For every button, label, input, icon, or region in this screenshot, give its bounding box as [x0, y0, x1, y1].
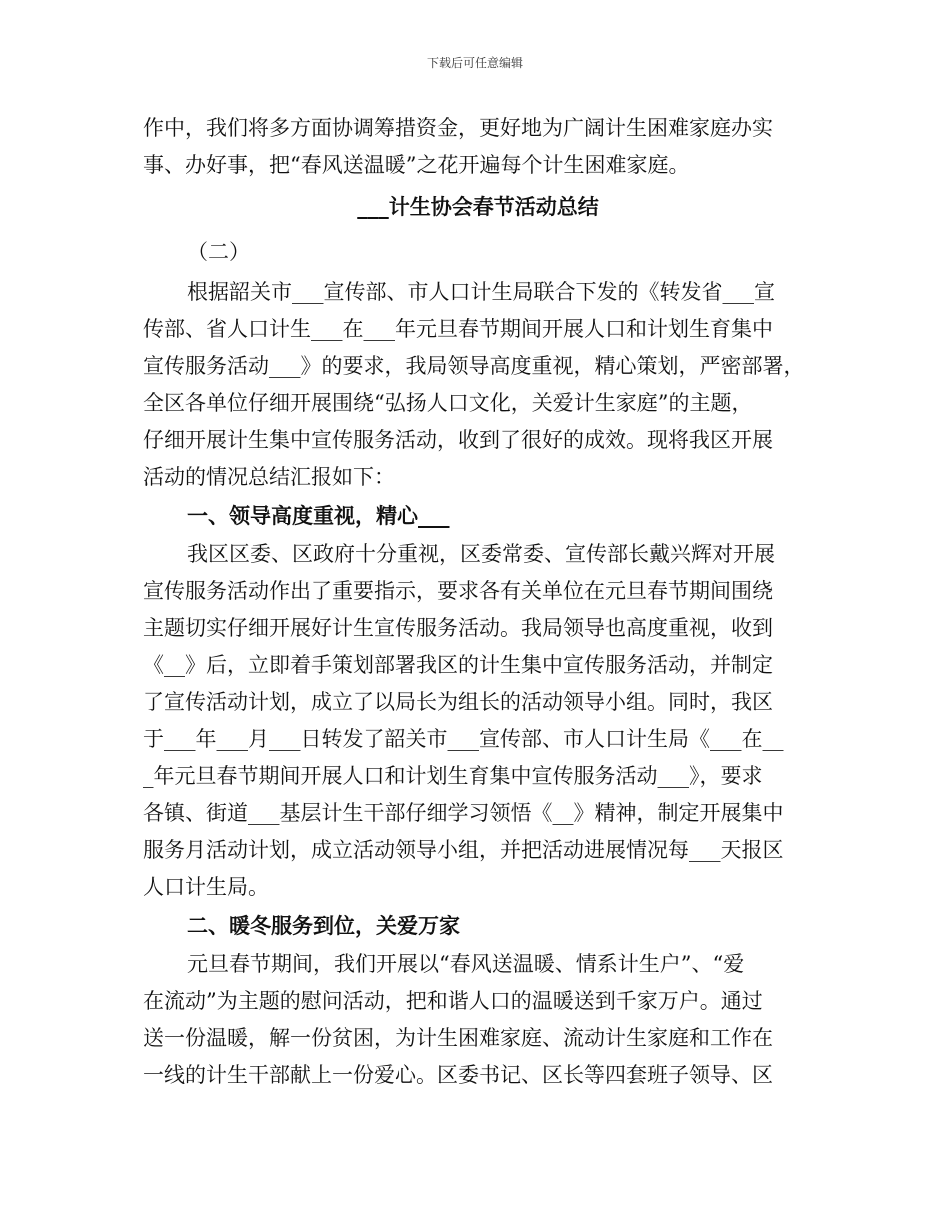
- paragraph-line: 了宣传活动计划，成立了以局长为组长的活动领导小组。同时，我区: [143, 690, 773, 714]
- paragraph-line: 活动的情况总结汇报如下：: [143, 465, 395, 489]
- paragraph-line: 宣传服务活动作出了重要指示，要求各有关单位在元旦春节期间围绕: [143, 579, 773, 603]
- page-header: 下载后可任意编辑: [426, 56, 523, 70]
- paragraph-line: _年元旦春节期间开展人口和计划生育集中宣传服务活动___》，要求: [143, 764, 763, 788]
- document-title: ___计生协会春节活动总结: [357, 194, 599, 219]
- section-heading: 一、领导高度重视，精心___: [187, 503, 450, 528]
- paragraph-line: 《__》后，立即着手策划部署我区的计生集中宣传服务活动，并制定: [143, 653, 773, 677]
- section-heading: 二、暖冬服务到位，关爱万家: [187, 913, 460, 938]
- paragraph-line: 根据韶关市___宣传部、市人口计生局联合下发的《转发省___宣: [187, 280, 775, 304]
- paragraph-line: 在流动”为主题的慰问活动，把和谐人口的温暖送到千家万户。通过: [143, 989, 763, 1013]
- paragraph-line: 仔细开展计生集中宣传服务活动，收到了很好的成效。现将我区开展: [143, 428, 773, 452]
- paragraph-line: 送一份温暖，解一份贫困，为计生困难家庭、流动计生家庭和工作在: [143, 1026, 773, 1050]
- paragraph-line: 主题切实仔细开展好计生宣传服务活动。我局领导也高度重视，收到: [143, 616, 773, 640]
- paragraph-line: 人口计生局。: [143, 875, 269, 899]
- paragraph-line: 元旦春节期间，我们开展以“春风送温暖、情系计生户”、“爱: [187, 952, 745, 976]
- intro-line: 事、办好事，把“春风送温暖”之花开遍每个计生困难家庭。: [143, 153, 690, 177]
- paragraph-line: 我区区委、区政府十分重视，区委常委、宣传部长戴兴辉对开展: [187, 542, 775, 566]
- paragraph-line: 一线的计生干部献上一份爱心。区委书记、区长等四套班子领导、区: [143, 1063, 773, 1087]
- paragraph-line: 服务月活动计划，成立活动领导小组，并把活动进展情况每___天报区: [143, 838, 784, 862]
- paragraph-line: 于___年___月___日转发了韶关市___宣传部、市人口计生局《___在__: [143, 727, 784, 751]
- paragraph-line: 传部、省人口计生___在___年元旦春节期间开展人口和计划生育集中: [143, 317, 773, 341]
- paragraph-line: 各镇、街道___基层计生干部仔细学习领悟《__》精神，制定开展集中: [143, 801, 784, 825]
- paragraph-line: 宣传服务活动___》的要求，我局领导高度重视，精心策划，严密部署，: [143, 354, 805, 378]
- document-body: [143, 110, 813, 1094]
- document-subtitle: （二）: [187, 240, 250, 264]
- paragraph-line: 全区各单位仔细开展围绕“弘扬人口文化，关爱计生家庭”的主题，: [143, 391, 753, 415]
- intro-line: 作中，我们将多方面协调筹措资金，更好地为广阔计生困难家庭办实: [143, 116, 773, 140]
